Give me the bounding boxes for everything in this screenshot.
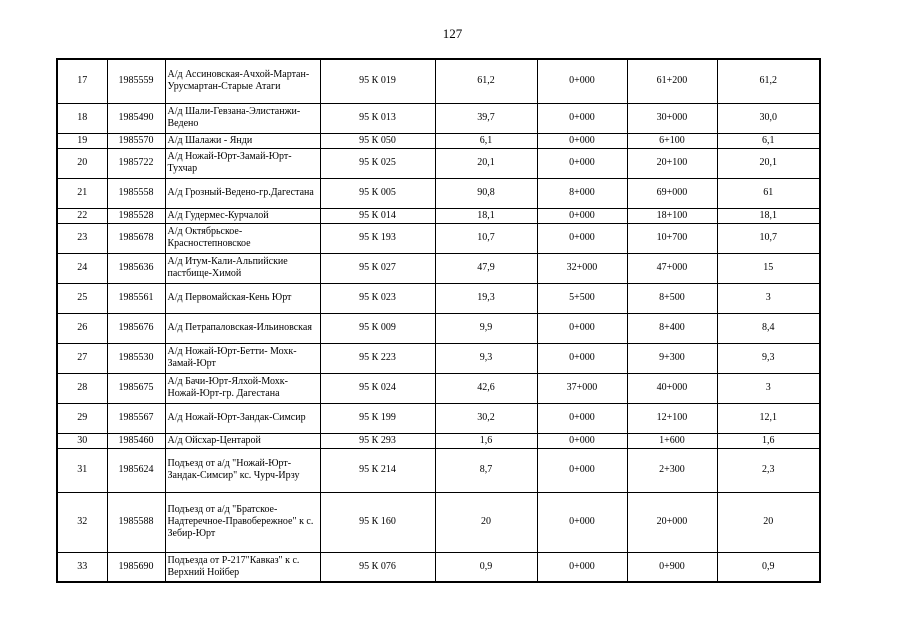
section-start: 0+000 — [537, 59, 627, 103]
row-number: 27 — [57, 343, 107, 373]
section-length: 20 — [717, 492, 820, 552]
section-end: 1+600 — [627, 433, 717, 448]
section-end: 69+000 — [627, 178, 717, 208]
road-length: 90,8 — [435, 178, 537, 208]
road-code: 1985588 — [107, 492, 165, 552]
section-end: 2+300 — [627, 448, 717, 492]
section-start: 0+000 — [537, 313, 627, 343]
road-code: 1985722 — [107, 148, 165, 178]
road-code: 1985676 — [107, 313, 165, 343]
road-code: 1985561 — [107, 283, 165, 313]
road-code: 1985570 — [107, 133, 165, 148]
road-id: 95 К 025 — [320, 148, 435, 178]
section-length: 61 — [717, 178, 820, 208]
table-row — [57, 492, 820, 552]
table-row — [57, 448, 820, 492]
section-end: 8+500 — [627, 283, 717, 313]
road-length: 8,7 — [435, 448, 537, 492]
row-number: 29 — [57, 403, 107, 433]
section-end: 30+000 — [627, 103, 717, 133]
road-name: А/д Ножай-Юрт-Замай-Юрт-Тухчар — [165, 148, 320, 178]
section-start: 0+000 — [537, 552, 627, 582]
road-length: 30,2 — [435, 403, 537, 433]
road-name: А/д Итум-Кали-Альпийские пастбище-Химой — [165, 253, 320, 283]
road-id: 95 К 013 — [320, 103, 435, 133]
row-number: 33 — [57, 552, 107, 582]
row-number: 19 — [57, 133, 107, 148]
road-length: 18,1 — [435, 208, 537, 223]
row-number: 22 — [57, 208, 107, 223]
section-end: 20+100 — [627, 148, 717, 178]
table-row — [57, 208, 820, 223]
section-length: 61,2 — [717, 59, 820, 103]
section-start: 0+000 — [537, 433, 627, 448]
table-row — [57, 313, 820, 343]
road-name: А/д Ойсхар-Центарой — [165, 433, 320, 448]
road-id: 95 К 027 — [320, 253, 435, 283]
road-code: 1985567 — [107, 403, 165, 433]
row-number: 32 — [57, 492, 107, 552]
road-length: 0,9 — [435, 552, 537, 582]
road-code: 1985624 — [107, 448, 165, 492]
table-row — [57, 283, 820, 313]
section-start: 32+000 — [537, 253, 627, 283]
road-name: А/д Ножай-Юрт-Бетти- Мохк-Замай-Юрт — [165, 343, 320, 373]
road-name: А/д Ассиновская-Ачхой-Мартан-Урусмартан-Старые Атаги — [165, 59, 320, 103]
section-start: 0+000 — [537, 448, 627, 492]
road-code: 1985678 — [107, 223, 165, 253]
table-row — [57, 403, 820, 433]
row-number: 17 — [57, 59, 107, 103]
section-end: 61+200 — [627, 59, 717, 103]
section-length: 3 — [717, 283, 820, 313]
section-length: 2,3 — [717, 448, 820, 492]
table-row — [57, 103, 820, 133]
section-length: 18,1 — [717, 208, 820, 223]
section-start: 0+000 — [537, 148, 627, 178]
row-number: 24 — [57, 253, 107, 283]
section-end: 12+100 — [627, 403, 717, 433]
table-row — [57, 552, 820, 582]
road-code: 1985675 — [107, 373, 165, 403]
road-name: А/д Шали-Гевзана-Элистанжи-Ведено — [165, 103, 320, 133]
roads-table — [56, 58, 821, 583]
section-end: 18+100 — [627, 208, 717, 223]
section-start: 37+000 — [537, 373, 627, 403]
section-end: 0+900 — [627, 552, 717, 582]
road-id: 95 К 019 — [320, 59, 435, 103]
road-length: 6,1 — [435, 133, 537, 148]
section-start: 0+000 — [537, 133, 627, 148]
road-name: Подъезд от а/д "Ножай-Юрт-Зандак-Симсир" кс. Чурч-Ирзу — [165, 448, 320, 492]
road-name: А/д Грозный-Ведено-гр.Дагестана — [165, 178, 320, 208]
road-id: 95 К 009 — [320, 313, 435, 343]
road-code: 1985490 — [107, 103, 165, 133]
section-length: 15 — [717, 253, 820, 283]
page-number: 127 — [442, 26, 463, 41]
section-start: 8+000 — [537, 178, 627, 208]
section-length: 30,0 — [717, 103, 820, 133]
row-number: 30 — [57, 433, 107, 448]
road-id: 95 К 160 — [320, 492, 435, 552]
road-id: 95 К 005 — [320, 178, 435, 208]
road-id: 95 К 014 — [320, 208, 435, 223]
road-code: 1985558 — [107, 178, 165, 208]
road-name: Подъезда от Р-217"Кавказ" к с. Верхний Нойбер — [165, 552, 320, 582]
road-name: Подъезд от а/д "Братское-Надтеречное-Правобережное" к с. Зебир-Юрт — [165, 492, 320, 552]
road-length: 20,1 — [435, 148, 537, 178]
road-id: 95 К 214 — [320, 448, 435, 492]
section-length: 6,1 — [717, 133, 820, 148]
road-name: А/д Первомайская-Кень Юрт — [165, 283, 320, 313]
section-length: 10,7 — [717, 223, 820, 253]
road-code: 1985636 — [107, 253, 165, 283]
road-id: 95 К 193 — [320, 223, 435, 253]
section-end: 6+100 — [627, 133, 717, 148]
table-row — [57, 433, 820, 448]
section-length: 20,1 — [717, 148, 820, 178]
row-number: 23 — [57, 223, 107, 253]
road-name: А/д Петрапаловская-Ильиновская — [165, 313, 320, 343]
section-start: 0+000 — [537, 403, 627, 433]
table-row — [57, 148, 820, 178]
road-name: А/д Шалажи - Янди — [165, 133, 320, 148]
table-row — [57, 133, 820, 148]
section-length: 9,3 — [717, 343, 820, 373]
table-row — [57, 343, 820, 373]
road-length: 9,9 — [435, 313, 537, 343]
section-start: 0+000 — [537, 492, 627, 552]
row-number: 25 — [57, 283, 107, 313]
road-length: 47,9 — [435, 253, 537, 283]
table-row — [57, 59, 820, 103]
road-id: 95 К 223 — [320, 343, 435, 373]
section-end: 8+400 — [627, 313, 717, 343]
road-length: 20 — [435, 492, 537, 552]
row-number: 21 — [57, 178, 107, 208]
table-row — [57, 223, 820, 253]
section-start: 5+500 — [537, 283, 627, 313]
road-id: 95 К 024 — [320, 373, 435, 403]
row-number: 18 — [57, 103, 107, 133]
road-length: 9,3 — [435, 343, 537, 373]
row-number: 20 — [57, 148, 107, 178]
road-id: 95 К 293 — [320, 433, 435, 448]
road-id: 95 К 076 — [320, 552, 435, 582]
road-length: 10,7 — [435, 223, 537, 253]
section-start: 0+000 — [537, 103, 627, 133]
section-start: 0+000 — [537, 208, 627, 223]
road-code: 1985530 — [107, 343, 165, 373]
table-row — [57, 253, 820, 283]
road-length: 1,6 — [435, 433, 537, 448]
road-length: 39,7 — [435, 103, 537, 133]
road-length: 42,6 — [435, 373, 537, 403]
section-end: 9+300 — [627, 343, 717, 373]
section-length: 0,9 — [717, 552, 820, 582]
road-code: 1985690 — [107, 552, 165, 582]
road-name: А/д Гудермес-Курчалой — [165, 208, 320, 223]
road-name: А/д Бачи-Юрт-Ялхой-Мохк-Ножай-Юрт-гр. Дагестана — [165, 373, 320, 403]
road-code: 1985460 — [107, 433, 165, 448]
section-length: 8,4 — [717, 313, 820, 343]
section-length: 3 — [717, 373, 820, 403]
road-name: А/д Октябрьское-Красностепновское — [165, 223, 320, 253]
section-start: 0+000 — [537, 343, 627, 373]
road-code: 1985559 — [107, 59, 165, 103]
road-code: 1985528 — [107, 208, 165, 223]
row-number: 31 — [57, 448, 107, 492]
row-number: 28 — [57, 373, 107, 403]
road-length: 61,2 — [435, 59, 537, 103]
table-row — [57, 178, 820, 208]
row-number: 26 — [57, 313, 107, 343]
road-length: 19,3 — [435, 283, 537, 313]
section-end: 20+000 — [627, 492, 717, 552]
table-row — [57, 373, 820, 403]
section-end: 10+700 — [627, 223, 717, 253]
road-id: 95 К 199 — [320, 403, 435, 433]
road-id: 95 К 050 — [320, 133, 435, 148]
section-start: 0+000 — [537, 223, 627, 253]
section-length: 12,1 — [717, 403, 820, 433]
road-name: А/д Ножай-Юрт-Зандак-Симсир — [165, 403, 320, 433]
section-length: 1,6 — [717, 433, 820, 448]
section-end: 40+000 — [627, 373, 717, 403]
section-end: 47+000 — [627, 253, 717, 283]
road-id: 95 К 023 — [320, 283, 435, 313]
